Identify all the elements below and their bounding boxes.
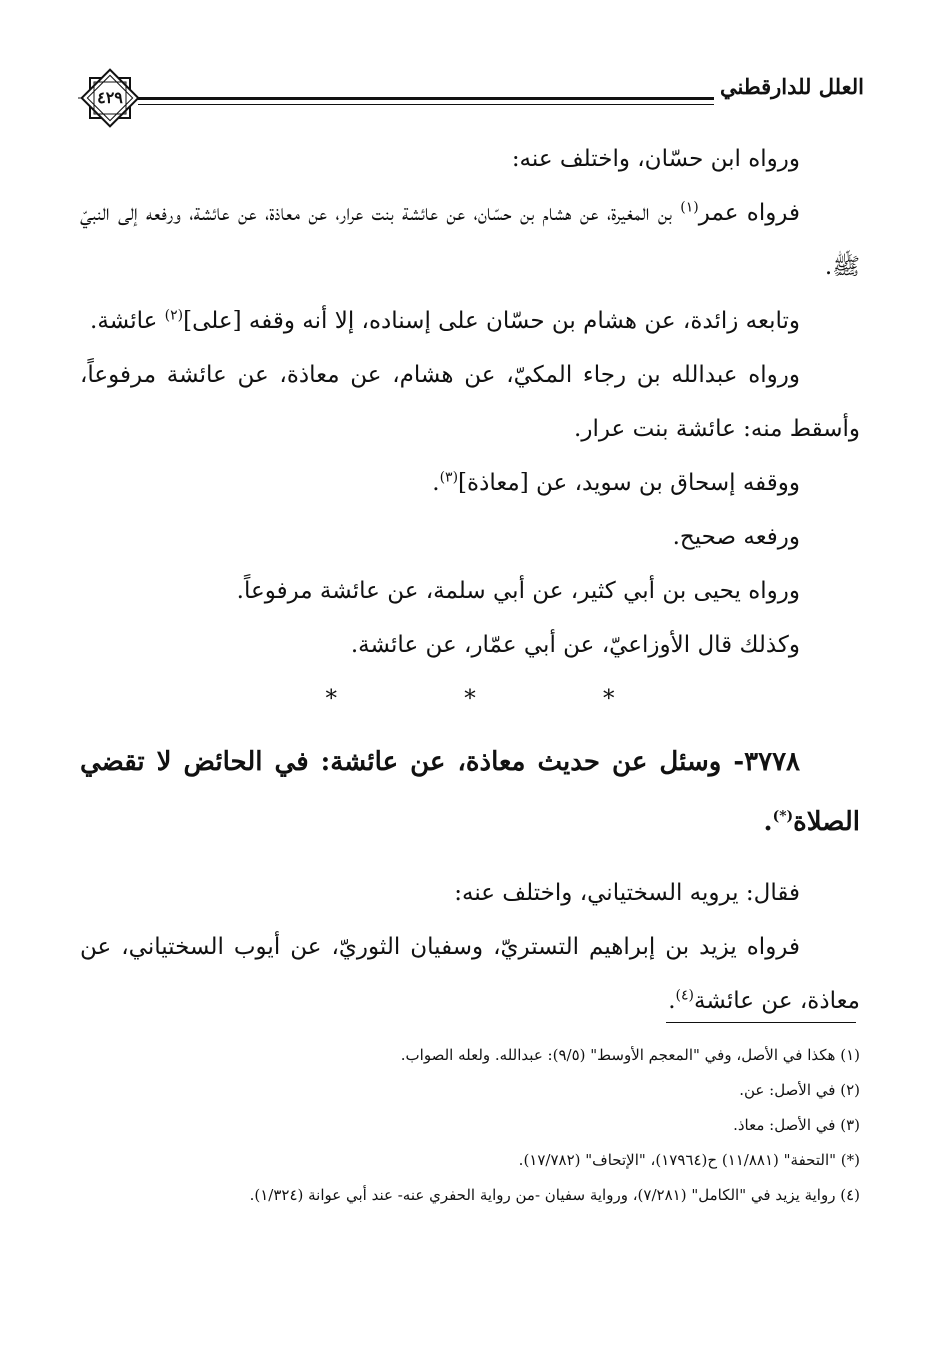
paragraph: فرواه يزيد بن إبراهيم التستريّ، وسفيان الثوريّ، عن أيوب السختياني، عن معاذة، عن عائشة$^{(٤)}$. xyxy=(80,934,860,1014)
footnote-ref: (٢) xyxy=(164,307,184,324)
paragraph: ورفعه صحيح. xyxy=(672,524,800,550)
header-rule xyxy=(138,104,714,105)
paragraph: وكذلك قال الأوزاعيّ، عن أبي عمّار، عن عائشة. xyxy=(350,632,800,658)
book-title: العلل للدارقطني xyxy=(720,74,864,99)
footnotes xyxy=(80,1038,860,1213)
footnote: (٣) في الأصل: معاذ. xyxy=(733,1116,860,1134)
section-separator: * * * xyxy=(325,686,675,712)
footnote-divider xyxy=(666,1022,856,1023)
paragraph: ورواه ابن حسّان، واختلف عنه: xyxy=(511,146,800,172)
footnote-ref: (٤) xyxy=(675,987,695,1004)
footnote-ref: (*) xyxy=(772,808,794,825)
main-text xyxy=(80,132,860,1028)
footnote: (٤) رواية يزيد في "الكامل" (٧/٢٨١)، ورواية سفيان -من رواية الحفري عنه- عند أبي عوانة (١/٣٢٤). xyxy=(249,1186,860,1204)
entry-heading: ٣٧٧٨- وسئل عن حديث معاذة، عن عائشة: في الحائض لا تقضي الصلاة(*). xyxy=(80,747,860,837)
footnote: (*) "التحفة" (١١/٨٨١) ح(١٧٩٦٤)، "الإتحاف" (١٧/٧٨٢). xyxy=(518,1151,860,1169)
footnote: (٢) في الأصل: عن. xyxy=(739,1081,860,1099)
header-rule xyxy=(138,97,714,100)
paragraph: وتابعه زائدة، عن هشام بن حسّان على إسناده، إلا أنه وقفه [على]$^{(٢)}$ عائشة. xyxy=(90,307,800,334)
paragraph: فرواه عمر$^{(١)}$ بن المغيرة، عن هشام بن حسّان، عن عائشة بنت عرار، عن معاذة، عن عائشة، ورفعه إلى النبيّ ﷺ. xyxy=(80,199,860,280)
page-number: ٤٢٩ xyxy=(97,88,123,107)
paragraph: ووقفه إسحاق بن سويد، عن [معاذة]$^{(٣)}$. xyxy=(432,469,800,496)
footnote-ref: (٣) xyxy=(439,469,459,486)
running-header xyxy=(78,68,864,120)
paragraph: ورواه عبدالله بن رجاء المكيّ، عن هشام، عن معاذة، عن عائشة مرفوعاً، وأسقط منه: عائشة بنت عرار. xyxy=(80,362,860,442)
footnote: (١) هكذا في الأصل، وفي "المعجم الأوسط" (٩/٥): عبدالله. ولعله الصواب. xyxy=(400,1046,860,1064)
footnote-ref: (١) xyxy=(680,199,699,216)
paragraph: فقال: يرويه السختياني، واختلف عنه: xyxy=(454,880,800,906)
paragraph: ورواه يحيى بن أبي كثير، عن أبي سلمة، عن عائشة مرفوعاً. xyxy=(236,578,800,604)
